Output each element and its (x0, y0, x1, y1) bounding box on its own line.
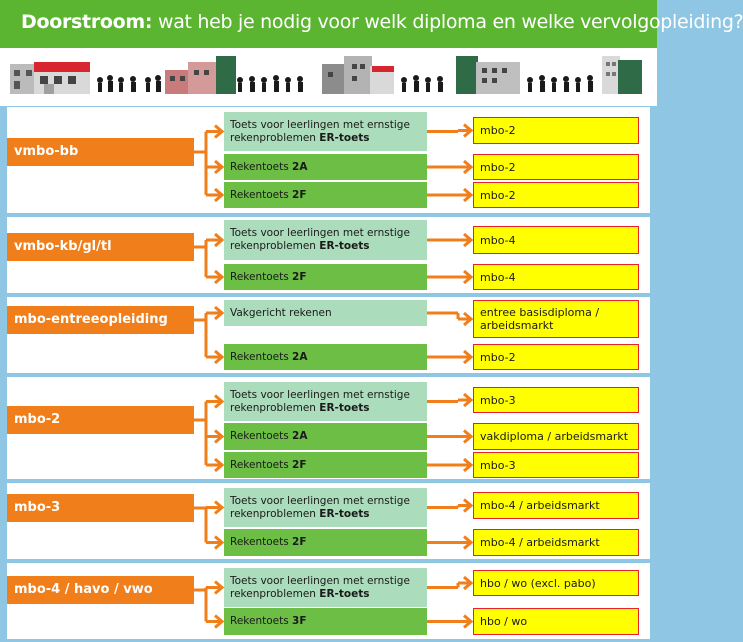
target-text: mbo-2 (480, 160, 516, 174)
target-text: mbo-2 (480, 350, 516, 364)
target-box (473, 492, 639, 519)
requirement-level: ER-toets (319, 131, 370, 144)
target-text: mbo-2 (480, 124, 516, 137)
requirement-box (224, 608, 427, 635)
source-level-box: mbo-entreeopleiding (7, 306, 194, 334)
requirement-text: Rekentoets 2F (230, 270, 307, 283)
requirement-text: Rekentoets 2F (230, 536, 307, 548)
requirement-box (224, 344, 427, 370)
target-box (473, 154, 639, 180)
requirement-box (224, 154, 427, 180)
requirement-box (224, 112, 427, 151)
source-level-box: mbo-3 (7, 494, 194, 522)
source-level-box: vmbo-bb (7, 138, 194, 166)
requirement-box (224, 529, 427, 556)
requirement-text: Rekentoets 2A (230, 160, 308, 173)
school-and-cyclists-illustration (0, 48, 657, 106)
target-box (473, 529, 639, 556)
requirement-level: 2F (292, 270, 307, 283)
requirement-box (224, 182, 427, 208)
title-bold: Doorstroom: (21, 11, 153, 33)
target-box (473, 423, 639, 450)
requirement-level: ER-toets (319, 401, 370, 414)
target-text: mbo-4 (480, 270, 516, 284)
requirement-text: Toets voor leerlingen met ernstige rekenproblemen ER-toets (230, 574, 410, 600)
requirement-text: Rekentoets 3F (230, 615, 307, 627)
target-text: hbo / wo (excl. pabo) (480, 576, 596, 590)
requirement-level: 2A (292, 160, 308, 173)
target-text: mbo-4 / arbeidsmarkt (480, 536, 600, 549)
target-box (473, 608, 639, 635)
requirement-level: 2A (292, 350, 308, 363)
requirement-text: Toets voor leerlingen met ernstige rekenproblemen ER-toets (230, 494, 410, 520)
requirement-text: Rekentoets 2F (230, 188, 307, 201)
target-text: entree basisdiploma / arbeidsmarkt (480, 306, 600, 332)
requirement-box (224, 452, 427, 478)
source-level-box: mbo-4 / havo / vwo (7, 576, 194, 604)
target-box (473, 344, 639, 370)
target-box (473, 264, 639, 290)
requirement-text: Toets voor leerlingen met ernstige rekenproblemen ER-toets (230, 118, 410, 144)
target-text: hbo / wo (480, 615, 528, 628)
requirement-box (224, 382, 427, 421)
target-text: mbo-3 (480, 458, 516, 472)
requirement-box (224, 264, 427, 290)
requirement-level: 2F (292, 188, 307, 201)
requirement-box (224, 423, 427, 450)
requirement-level: 2F (292, 458, 307, 471)
requirement-level: 2A (292, 430, 308, 442)
target-text: mbo-4 / arbeidsmarkt (480, 499, 600, 512)
requirement-box (224, 488, 427, 527)
target-box (473, 452, 639, 478)
requirement-level: 3F (292, 615, 307, 627)
requirement-text: Rekentoets 2A (230, 350, 308, 363)
requirement-text: Rekentoets 2A (230, 430, 308, 442)
target-text: vakdiploma / arbeidsmarkt (480, 430, 629, 443)
page-title (21, 11, 743, 33)
requirement-level: 2F (292, 536, 307, 548)
requirement-text: Toets voor leerlingen met ernstige rekenproblemen ER-toets (230, 227, 410, 252)
title-rest: wat heb je nodig voor welk diploma en welke vervolgopleiding? (152, 11, 743, 33)
source-level-box: mbo-2 (7, 406, 194, 434)
requirement-text: Vakgericht rekenen (230, 306, 332, 319)
target-box (473, 300, 639, 338)
target-box (473, 117, 639, 144)
target-text: mbo-2 (480, 188, 516, 202)
requirement-level: ER-toets (319, 507, 370, 520)
requirement-box (224, 300, 427, 326)
target-text: mbo-4 (480, 233, 516, 247)
requirement-box (224, 220, 427, 260)
target-box (473, 570, 639, 596)
requirement-text: Rekentoets 2F (230, 458, 307, 471)
target-box (473, 387, 639, 413)
illustration-banner (0, 48, 657, 106)
target-box (473, 226, 639, 254)
source-level-box: vmbo-kb/gl/tl (7, 233, 194, 261)
target-box (473, 182, 639, 208)
requirement-level: ER-toets (319, 240, 370, 252)
requirement-box (224, 568, 427, 607)
target-text: mbo-3 (480, 393, 516, 407)
header-bar (0, 0, 743, 48)
requirement-text: Toets voor leerlingen met ernstige rekenproblemen ER-toets (230, 388, 410, 414)
requirement-level: ER-toets (319, 587, 370, 600)
